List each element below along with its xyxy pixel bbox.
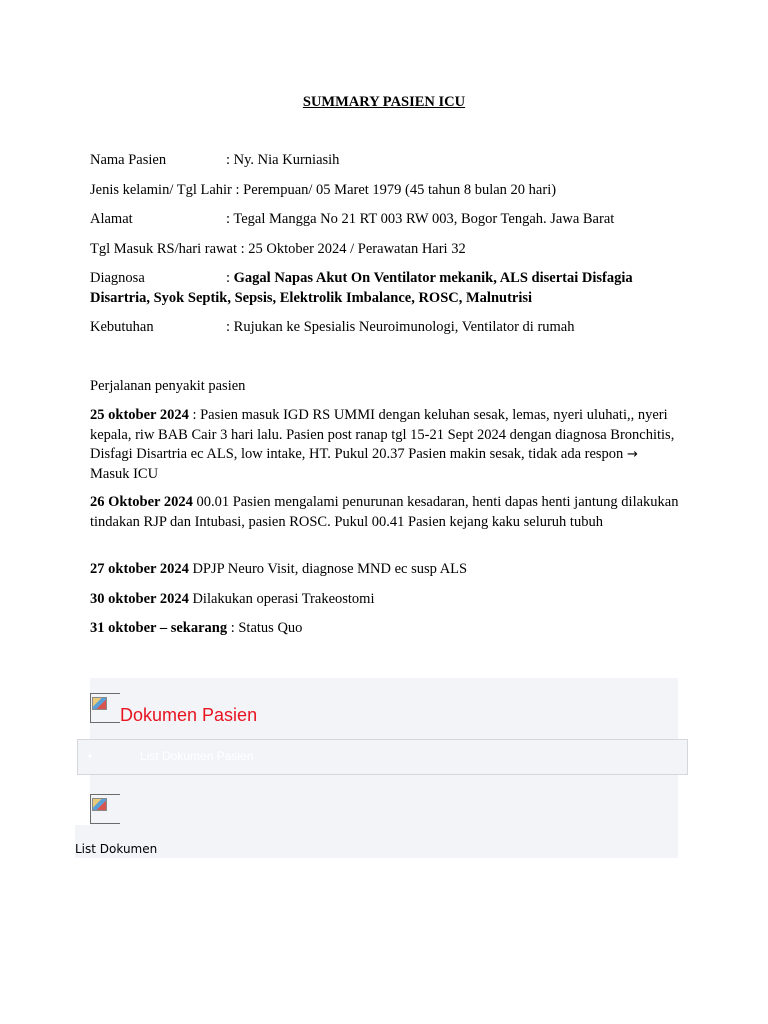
history-entry (90, 406, 680, 484)
dokumen-list-bar[interactable] (77, 739, 688, 775)
broken-image-icon (90, 794, 120, 824)
nama-label: Nama Pasien (90, 152, 167, 168)
arrow-right-icon: → (626, 447, 638, 462)
field-kebutuhan (90, 318, 690, 338)
image-glyph-icon (92, 798, 107, 811)
history-date: 25 oktober 2024 (90, 407, 189, 423)
diagnosa-text-2: Disartria, Syok Septik, Sepsis, Elektrolik Imbalance, ROSC, Malnutrisi (90, 290, 533, 306)
history-text: 00.01 Pasien mengalami penurunan kesadaran, henti dapas henti jantung dilakukan tindakan RJP dan Intubasi, pasien ROSC. Pukul 00.41 Pasien kejang kaku seluruh tubuh (90, 494, 679, 530)
jenis-kelamin-line: Jenis kelamin/ Tgl Lahir : Perempuan/ 05 Maret 1979 (45 tahun 8 bulan 20 hari) (90, 182, 557, 198)
kebutuhan-value: : Rujukan ke Spesialis Neuroimunologi, Ventilator di rumah (226, 319, 575, 335)
nama-value: : Ny. Nia Kurniasih (226, 152, 340, 168)
history-text: : Status Quo (227, 620, 303, 636)
broken-image-icon (90, 693, 120, 723)
diagnosa-colon: : (226, 270, 234, 286)
alamat-value: : Tegal Mangga No 21 RT 003 RW 003, Bogor Tengah. Jawa Barat (226, 211, 615, 227)
history-date: 26 Oktober 2024 (90, 494, 193, 510)
history-date: 30 oktober 2024 (90, 591, 189, 607)
history-entry (90, 619, 680, 639)
list-dokumen-pasien-link[interactable]: List Dokumen Pasien (140, 749, 254, 763)
diagnosa-label: Diagnosa (90, 270, 145, 286)
document-title: SUMMARY PASIEN ICU (302, 94, 466, 110)
history-entry (90, 493, 680, 532)
history-heading-text: Perjalanan penyakit pasien (90, 378, 246, 394)
image-glyph-icon (92, 697, 107, 710)
history-heading (90, 377, 690, 397)
history-text: : Pasien masuk IGD RS UMMI dengan keluhan sesak, lemas, nyeri uluhati,, nyeri kepala, riw BAB Cair 3 hari lalu. Pasien post ranap tgl 15-21 Sept 2024 dengan diagnosa Bronchitis, Disfagi Disartria ec ALS, low intake, HT. Pukul 20.37 Pasien makin sesak, tidak ada respon (90, 407, 675, 462)
list-bullet: • (88, 749, 93, 763)
history-entry (90, 590, 680, 610)
field-jenis-kelamin (90, 181, 690, 201)
history-text-tail: Masuk ICU (90, 465, 159, 482)
list-dokumen-label[interactable]: List Dokumen (75, 842, 158, 856)
history-text: DPJP Neuro Visit, diagnose MND ec susp ALS (188, 561, 468, 577)
tgl-masuk-line: Tgl Masuk RS/hari rawat : 25 Oktober 2024 / Perawatan Hari 32 (90, 241, 466, 257)
dokumen-heading: Dokumen Pasien (120, 705, 258, 725)
history-date: 31 oktober – sekarang (90, 620, 228, 636)
field-nama (90, 151, 690, 171)
field-tgl-masuk (90, 240, 690, 260)
diagnosa-value-line1 (226, 269, 633, 289)
diagnosa-text-1: Gagal Napas Akut On Ventilator mekanik, ALS disertai Disfagia (233, 270, 633, 286)
history-date: 27 oktober 2024 (90, 561, 189, 577)
field-diagnosa (90, 269, 690, 289)
field-alamat (90, 210, 690, 230)
kebutuhan-label: Kebutuhan (90, 319, 154, 335)
field-diagnosa-cont (90, 289, 690, 309)
alamat-label: Alamat (90, 211, 133, 227)
history-text: Dilakukan operasi Trakeostomi (188, 591, 375, 607)
history-entry (90, 560, 680, 580)
